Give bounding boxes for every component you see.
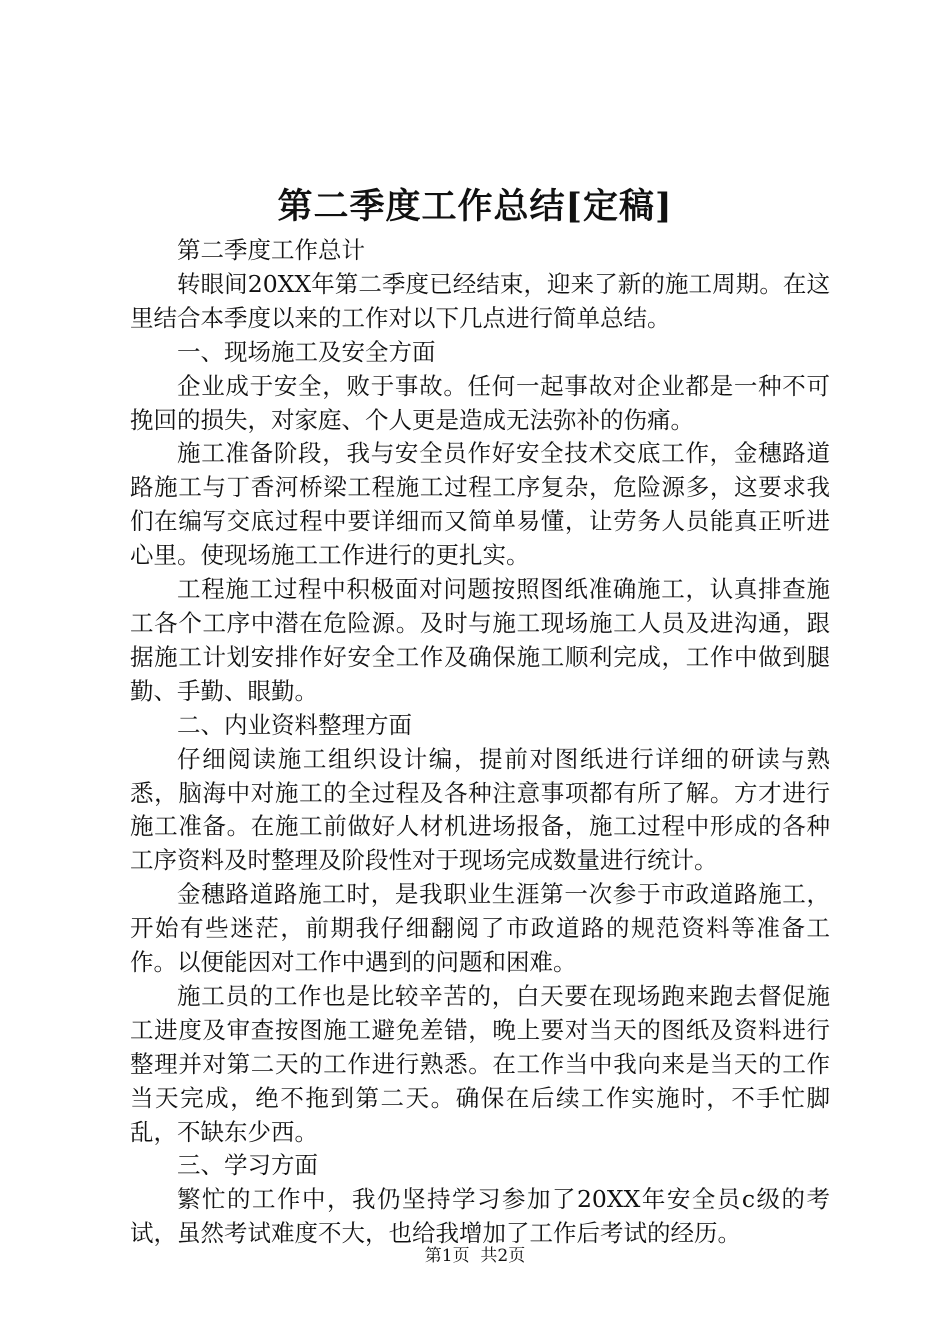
section-heading-documentation: 二、内业资料整理方面	[177, 710, 412, 739]
section-heading-site-safety: 一、现场施工及安全方面	[177, 337, 436, 366]
paragraph: 金穗路道路施工时，是我职业生涯第一次参于市政道路施工，开始有些迷茫，前期我仔细翻阅了市政道路的规范资料等准备工作。以便能因对工作中遇到的问题和困难。	[130, 880, 830, 977]
paragraph: 施工员的工作也是比较辛苦的，白天要在现场跑来跑去督促施工进度及审查按图施工避免差错，晚上要对当天的图纸及资料进行整理并对第二天的工作进行熟悉。在工作当中我向来是当天的工作当天完成，绝不拖到第二天。确保在后续工作实施时，不手忙脚乱，不缺东少西。	[130, 981, 830, 1146]
document-body	[130, 234, 830, 1251]
paragraph: 工程施工过程中积极面对问题按照图纸准确施工，认真排查施工各个工序中潜在危险源。及时与施工现场施工人员及进沟通，跟据施工计划安排作好安全工作及确保施工顺利完成，工作中做到腿勤、手勤、眼勤。	[130, 575, 830, 705]
paragraph: 企业成于安全，败于事故。任何一起事故对企业都是一种不可挽回的损失，对家庭、个人更是造成无法弥补的伤痛。	[130, 371, 830, 434]
page-number-label: 第1页 共2页	[424, 1246, 526, 1266]
document-title: 第二季度工作总结[定稿]	[277, 186, 673, 227]
paragraph-intro: 转眼间20XX年第二季度已经结束，迎来了新的施工周期。在这里结合本季度以来的工作对以下几点进行简单总结。	[130, 269, 830, 332]
page-footer	[0, 1244, 950, 1268]
paragraph: 施工准备阶段，我与安全员作好安全技术交底工作，金穗路道路施工与丁香河桥梁工程施工过程工序复杂，危险源多，这要求我们在编写交底过程中要详细而又简单易懂，让劳务人员能真正听进心里。使现场施工工作进行的更扎实。	[130, 439, 830, 570]
paragraph-subtitle: 第二季度工作总计	[177, 236, 365, 264]
paragraph: 繁忙的工作中，我仍坚持学习参加了20XX年安全员c级的考试，虽然考试难度不大，也给我增加了工作后考试的经历。	[130, 1185, 830, 1248]
paragraph: 仔细阅读施工组织设计编，提前对图纸进行详细的研读与熟悉，脑海中对施工的全过程及各种注意事项都有所了解。方才进行施工准备。在施工前做好人材机进场报备，施工过程中形成的各种工序资料及时整理及阶段性对于现场完成数量进行统计。	[130, 744, 830, 875]
section-heading-learning: 三、学习方面	[177, 1151, 318, 1180]
